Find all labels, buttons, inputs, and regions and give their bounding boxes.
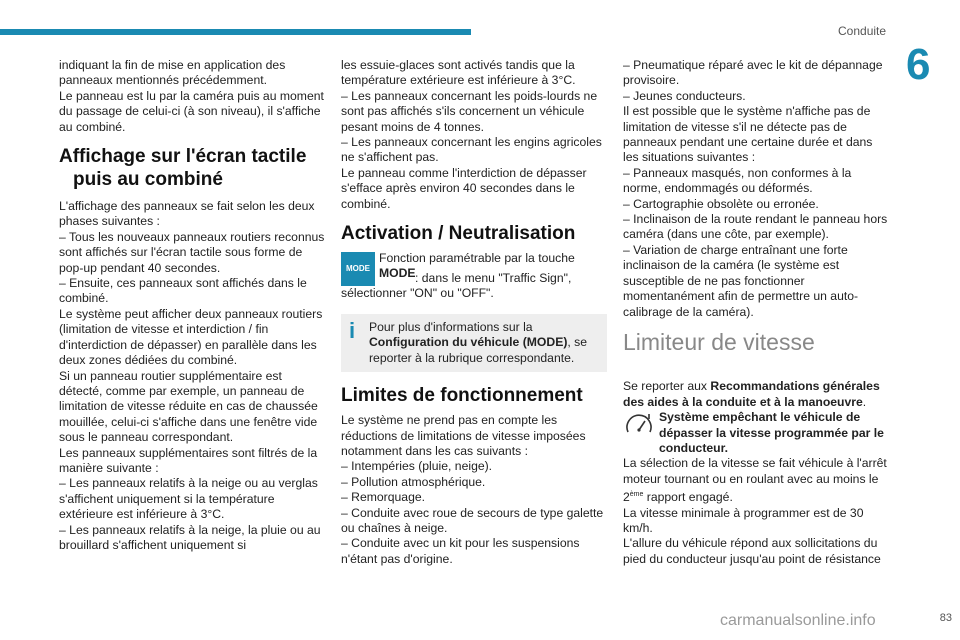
heading-line: Affichage sur l'écran tactile — [59, 146, 307, 168]
info-bold: Configuration du véhicule (MODE) — [369, 335, 568, 350]
running-head: Conduite — [838, 24, 887, 38]
ref-bold: Recommandations générales des aides à la conduite et à la manoeuvre — [623, 379, 880, 409]
heading-line: puis au combiné — [73, 169, 223, 191]
chapter-number: 6 — [906, 40, 931, 89]
mode-text-bold: MODE — [379, 266, 416, 281]
page-number: 83 — [939, 612, 952, 624]
section-heading: Activation / Neutralisation — [341, 223, 576, 245]
info-box — [341, 314, 607, 372]
p2a: La sélection de la vitesse se fait véhicule à l'arrêt moteur tournant ou en roulant avec au moins le 2 — [623, 456, 887, 505]
info-b: , se reporter à la rubrique correspondante. — [369, 335, 588, 365]
paragraph: les essuie-glaces sont activés tandis que la température extérieure est inférieure à 3°C. – Les panneaux concernant les poids-lourds ne sont pas affichés s'ils concernent un véhicule pesant moins de 4 tonnes. – Les panneaux concernant les engins agricoles ne s'affichent pas. Le panneau comme l'interdiction de dépasser s'efface après environ 40 secondes dans le combiné. — [341, 58, 602, 211]
column-2 — [341, 58, 607, 567]
section-heading: Limites de fonctionnement — [341, 385, 583, 407]
info-icon: i — [349, 317, 356, 343]
speed-limiter-bold: Système empêchant le véhicule de dépasser la vitesse programmée par le conducteur. — [659, 410, 884, 455]
watermark: carmanualsonline.info — [720, 612, 876, 629]
info-text — [369, 320, 599, 366]
column-3 — [623, 58, 889, 567]
p2b: rapport engagé. La vitesse minimale à programmer est de 30 km/h. L'allure du véhicule répond aux sollicitations du pied du conducteur jusqu'au point de résistance — [623, 490, 881, 566]
speed-limiter-intro — [623, 410, 889, 456]
paragraph — [623, 456, 889, 567]
superscript: ème — [629, 491, 644, 499]
paragraph: indiquant la fin de mise en application des panneaux mentionnés précédemment. Le panneau est lu par la caméra puis au moment du passage de celui-ci (à son niveau), il s'affiche au combiné. — [59, 58, 324, 134]
paragraph: Le système ne prend pas en compte les réductions de limitations de vitesse imposées notamment dans les cas suivants : – Intempéries (pluie, neige). – Pollution atmosphérique. – Remorquage. – Conduite avec roue de secours de type galette ou chaînes à neige. – Conduite avec un kit pour les suspensions n'étant pas d'origine. — [341, 413, 604, 566]
speedometer-icon — [623, 410, 655, 440]
mode-text-b: : dans le menu "Traffic Sign", sélectionner "ON" ou "OFF". — [341, 271, 572, 301]
info-a: Pour plus d'informations sur la — [369, 319, 533, 334]
paragraph: L'affichage des panneaux se fait selon les deux phases suivantes : – Tous les nouveaux panneaux routiers reconnus sont affichés sur l'écran tactile sous forme de pop-up pendant 40 secondes. – Ensuite, ces panneaux sont affichés dans le combiné. Le système peut afficher deux panneaux routiers (limitation de vitesse et interdiction / fin d'interdiction de dépasser) en parallèle dans les deux zones dédiées du combiné. Si un panneau routier supplémentaire est détecté, comme par exemple, un panneau de limitation de vitesse réduite en cas de chaussée mouillée, celui-ci s'affiche dans une fenêtre vide sous le panneau correspondant. Les panneaux supplémentaires sont filtrés de la manière suivante : – Les panneaux relatifs à la neige ou au verglas s'affichent uniquement si la température extérieure est inférieure à 3°C. – Les panneaux relatifs à la neige, la pluie ou au brouillard s'affichent uniquement si — [59, 199, 325, 552]
mode-text-a: Fonction paramétrable par la touche — [379, 251, 575, 266]
paragraph: – Pneumatique réparé avec le kit de dépannage provisoire. – Jeunes conducteurs. Il est possible que le système n'affiche pas de limitation de vitesse s'il ne détecte pas de panneaux pendant une certaine durée et dans les situations suivantes : – Panneaux masqués, non conformes à la norme, endommagés ou déformés. – Cartographie obsolète ou erronée. – Inclinaison de la route rendant le panneau hors caméra (dans une côte, par exemple). – Variation de charge entraînant une forte inclinaison de la caméra (le système est susceptible de ne pas fonctionner momentanément afin de permettre un auto-calibrage de la caméra). — [623, 58, 888, 319]
paragraph — [623, 364, 889, 410]
mode-button-icon: MODE — [341, 252, 375, 286]
header-accent-bar — [0, 29, 471, 35]
paragraph — [341, 271, 607, 302]
section-heading — [59, 145, 325, 191]
ref-a: Se reporter aux — [623, 379, 711, 394]
column-1 — [59, 58, 325, 553]
ref-b: . — [862, 394, 867, 409]
section-heading: Limiteur de vitesse — [623, 328, 815, 355]
